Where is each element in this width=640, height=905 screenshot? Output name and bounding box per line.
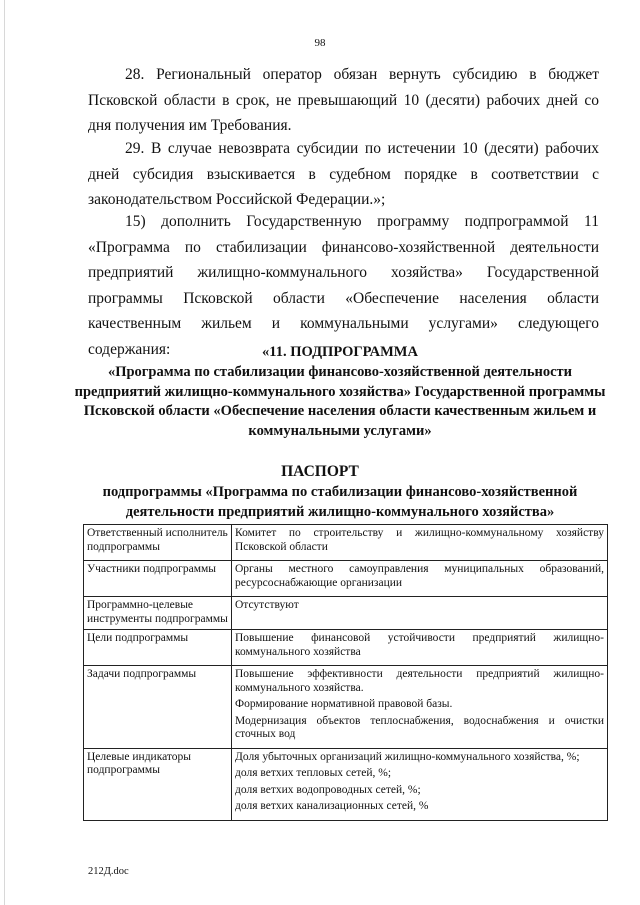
row-value: [232, 525, 608, 561]
value-line: Повышение эффективности деятельности предприятий жилищно-коммунального хозяйства.: [235, 668, 604, 694]
table-row: [84, 525, 608, 561]
value-line: Модернизация объектов теплоснабжения, водоснабжения и очистки сточных вод: [235, 714, 604, 740]
table-row: [84, 630, 608, 666]
table-row: [84, 748, 608, 820]
paragraph-28: 28. Региональный оператор обязан вернуть субсидию в бюджет Псковской области в срок, не превышающий 10 (десяти) рабочих дней со дня получения им Требования.: [88, 66, 599, 134]
row-value: [232, 597, 608, 630]
row-value: [232, 666, 608, 749]
row-label: Цели подпрограммы: [84, 630, 232, 666]
paragraph-15: 15) дополнить Государственную программу подпрограммой 11 «Программа по стабилизации финансово-хозяйственной деятельности предприятий жилищно-коммунального хозяйства» Государственной программы Псковской области «Обеспечение населения области качественным жильем и коммунальными услугами» следующего содержания:: [88, 213, 599, 358]
passport-table: [83, 524, 608, 821]
row-label: Программно-целевые инструменты подпрограммы: [84, 597, 232, 630]
row-label: Ответственный исполнитель подпрограммы: [84, 525, 232, 561]
subprogram-title: «11. ПОДПРОГРАММА: [262, 344, 418, 360]
value-line: доля ветхих канализационных сетей, %: [235, 800, 429, 812]
table-row: [84, 597, 608, 630]
table-row: [84, 561, 608, 597]
subprogram-name: «Программа по стабилизации финансово-хозяйственной деятельности предприятий жилищно-коммунального хозяйства» Государственной программы Псковской области «Обеспечение населения области качественным жильем и коммунальными услугами»: [74, 364, 606, 439]
page-number: 98: [314, 37, 326, 49]
value-line: доля ветхих тепловых сетей, %;: [235, 767, 392, 779]
passport-title: ПАСПОРТ: [281, 463, 359, 480]
table-row: [84, 666, 608, 749]
value-line: Отсутствуют: [235, 599, 299, 611]
row-label: Задачи подпрограммы: [84, 666, 232, 749]
value-line: Органы местного самоуправления муниципальных образований, ресурсоснабжающие организации: [235, 563, 604, 589]
passport-subtitle: подпрограммы «Программа по стабилизации финансово-хозяйственной деятельности предприятий жилищно-коммунального хозяйства»: [102, 484, 578, 520]
value-line: Комитет по строительству и жилищно-коммунальному хозяйству Псковской области: [235, 527, 604, 553]
value-line: доля ветхих водопроводных сетей, %;: [235, 783, 421, 796]
scan-edge-line: [4, 0, 5, 905]
row-label: Целевые индикаторы подпрограммы: [84, 748, 232, 820]
value-line: Повышение финансовой устойчивости предприятий жилищно-коммунального хозяйства: [235, 632, 604, 658]
row-value: [232, 630, 608, 666]
row-value: [232, 561, 608, 597]
row-value: [232, 748, 608, 820]
value-line: Формирование нормативной правовой базы.: [235, 698, 453, 710]
paragraph-29: 29. В случае невозврата субсидии по истечении 10 (десяти) рабочих дней субсидия взыскивается в судебном порядке в соответствии с законодательством Российской Федерации.»;: [88, 140, 599, 208]
row-label: Участники подпрограммы: [84, 561, 232, 597]
footer-filename: 212Д.doc: [88, 866, 129, 877]
value-line: Доля убыточных организаций жилищно-коммунального хозяйства, %;: [235, 750, 580, 763]
